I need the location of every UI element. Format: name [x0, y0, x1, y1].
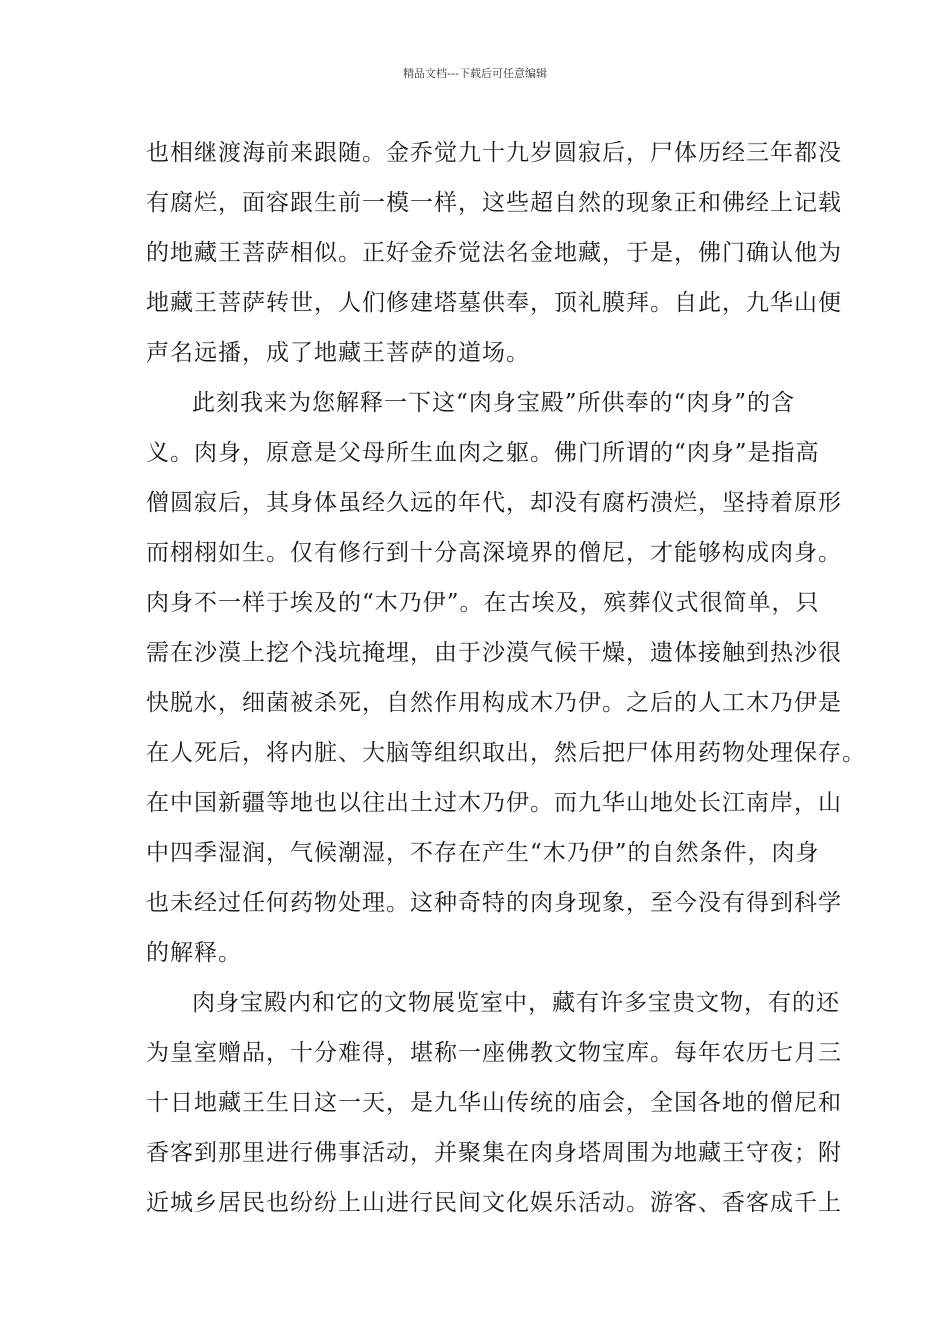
text-line: 需在沙漠上挖个浅坑掩埋，由于沙漠气候干燥，遗体接触到热沙很 — [146, 640, 842, 666]
text-line: 肉身宝殿内和它的文物展览室中，藏有许多宝贵文物，有的还 — [192, 990, 840, 1016]
text-line: 声名远播，成了地藏王菩萨的道场。 — [146, 340, 530, 366]
text-line: 义。肉身，原意是父母所生血肉之躯。佛门所谓的“肉身”是指高 — [146, 440, 820, 466]
text-line: 此刻我来为您解释一下这“肉身宝殿”所供奉的“肉身”的含 — [192, 390, 796, 416]
text-line: 近城乡居民也纷纷上山进行民间文化娱乐活动。游客、香客成千上 — [146, 1190, 842, 1216]
text-line: 也相继渡海前来跟随。金乔觉九十九岁圆寂后，尸体历经三年都没 — [146, 140, 842, 166]
text-line: 在中国新疆等地也以往出土过木乃伊。而九华山地处长江南岸，山 — [146, 790, 842, 816]
document-body — [146, 128, 866, 1228]
text-line: 的地藏王菩萨相似。正好金乔觉法名金地藏，于是，佛门确认他为 — [146, 240, 842, 266]
text-line: 而栩栩如生。仅有修行到十分高深境界的僧尼，才能够构成肉身。 — [146, 540, 842, 566]
text-line: 地藏王菩萨转世，人们修建塔墓供奉，顶礼膜拜。自此，九华山便 — [146, 290, 842, 316]
text-line: 有腐烂，面容跟生前一模一样，这些超自然的现象正和佛经上记载 — [146, 190, 842, 216]
text-line: 僧圆寂后，其身体虽经久远的年代，却没有腐朽溃烂，坚持着原形 — [146, 490, 842, 516]
text-line: 十日地藏王生日这一天，是九华山传统的庙会，全国各地的僧尼和 — [146, 1090, 842, 1116]
text-line: 肉身不一样于埃及的“木乃伊”。在古埃及，殡葬仪式很简单，只 — [146, 590, 820, 616]
text-line: 的解释。 — [146, 940, 242, 966]
text-line: 中四季湿润，气候潮湿，不存在产生“木乃伊”的自然条件，肉身 — [146, 840, 820, 866]
text-line: 在人死后，将内脏、大脑等组织取出，然后把尸体用药物处理保存。 — [146, 740, 866, 766]
text-line: 香客到那里进行佛事活动，并聚集在肉身塔周围为地藏王守夜；附 — [146, 1140, 842, 1166]
page-header: 精品文档---下载后可任意编辑 — [403, 67, 547, 80]
text-line: 也未经过任何药物处理。这种奇特的肉身现象，至今没有得到科学 — [146, 890, 842, 916]
text-line: 快脱水，细菌被杀死，自然作用构成木乃伊。之后的人工木乃伊是 — [146, 690, 842, 716]
text-line: 为皇室赠品，十分难得，堪称一座佛教文物宝库。每年农历七月三 — [146, 1040, 842, 1066]
